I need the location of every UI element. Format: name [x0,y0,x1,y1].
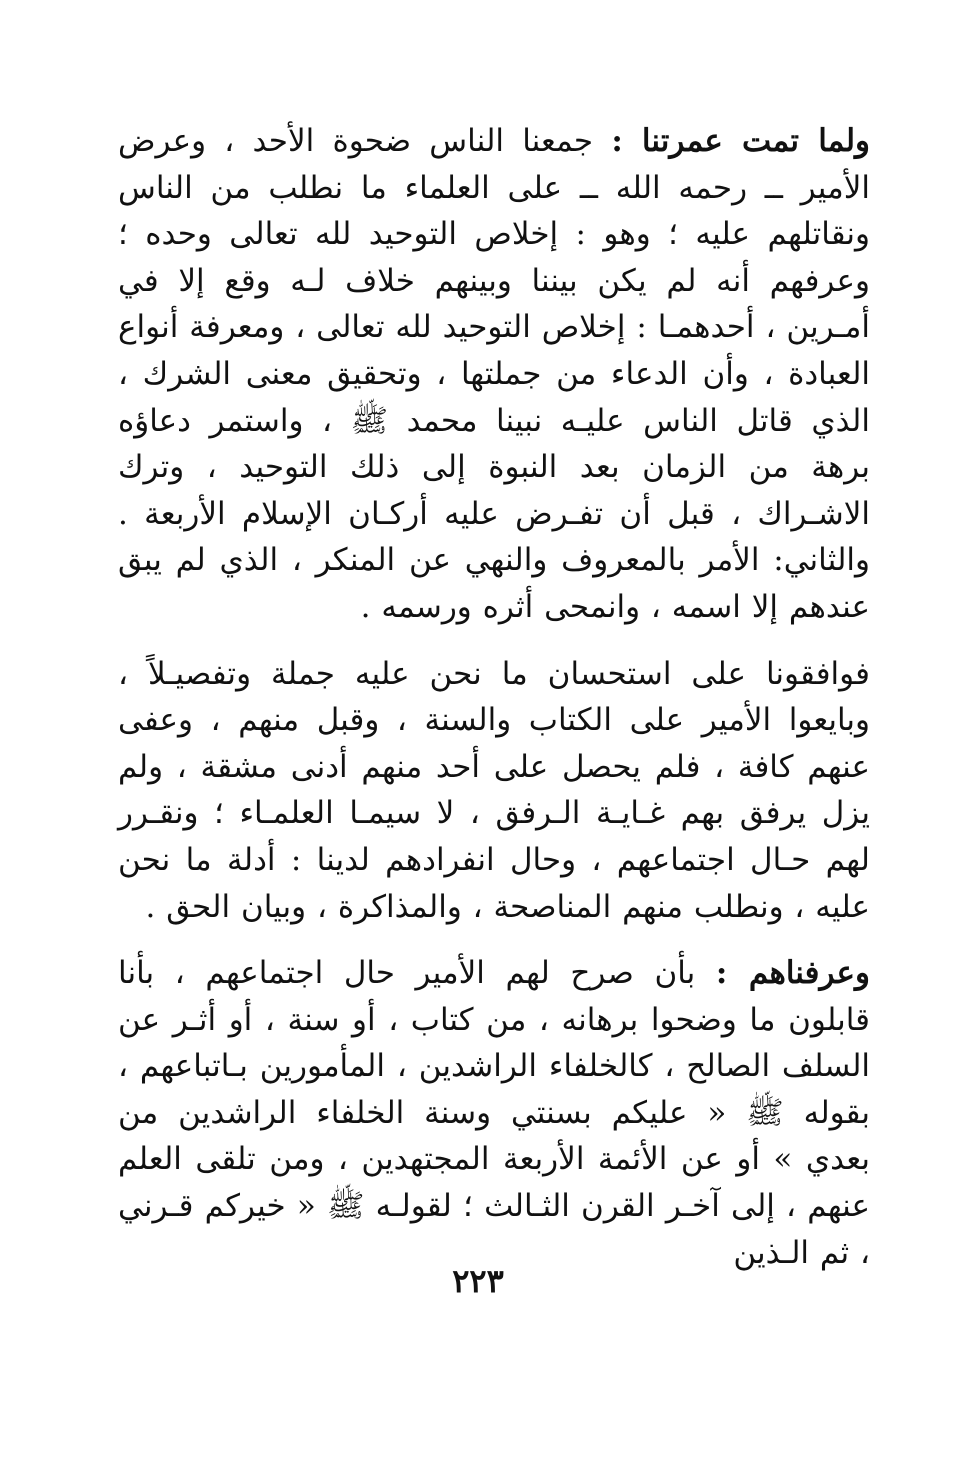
paragraph-3 [118,950,870,1276]
paragraph-3-lead: وعرفناهم : [715,955,871,992]
paragraph-2 [118,651,870,931]
paragraph-3-text: بأن صرح لهم الأمير حال اجتماعهم ، بأنا قابلون ما وضحوا برهانه ، من كتاب ، أو سنة ، أو أثـر عن السلف الصالح ، كالخلفاء الراشدين ، المأمورين بـاتباعهم ، بقوله ﷺ « عليكم بسنتي وسنة الخلفاء الراشدين من بعدي » أو عن الأئمة الأربعة المجتهدين ، ومن تلقى العلم عنهم ، إلى آخـر القرن الثـالث ؛ لقولـه ﷺ « خيركم قـرني ، ثم الـذين [118,955,871,1271]
paragraph-1-lead: ولما تمت عمرتنا : [611,123,870,159]
page-number: ٢٢٣ [452,1262,504,1300]
page-body [118,118,870,1276]
paragraph-2-text: فوافقونا على استحسان ما نحن عليه جملة وتفصيـلاً ، وبايعوا الأمير على الكتاب والسنة ، وقبل منهم ، وعفى عنهم كافة ، فلم يحصل على أحد منهم أدنى مشقة ، ولم يزل يرفق بهم غـايـة الـرفق ، لا سيمـا العلمـاء ؛ ونقـرر لهم حـال اجتماعهم ، وحال انفرادهم لدينا : أدلة ما نحن عليه ، ونطلب منهم المناصحة ، والمذاكرة ، وبيان الحق . [118,655,870,925]
paragraph-1-text: جمعنا الناس ضحوة الأحد ، وعرض الأمير ــ رحمه الله ــ على العلماء ما نطلب من الناس ونقاتلهم عليه ؛ وهو : إخلاص التوحيد لله تعالى وحده ؛ وعرفهم أنه لم يكن بيننا وبينهم خلاف لـه وقع إلا في أمـرين ، أحدهمـا : إخلاص التوحيد لله تعالى ، ومعرفة أنواع العبادة ، وأن الدعاء من جملتها ، وتحقيق معنى الشرك ، الذي قاتل الناس عليـه نبينا محمد ﷺ ، واستمر دعاؤه برهة من الزمان بعد النبوة إلى ذلك التوحيد ، وترك الاشـراك ، قبل أن تفـرض عليه أركـان الإسلام الأربعة . والثاني: الأمر بالمعروف والنهي عن المنكر ، الذي لم يبق عندهم إلا اسمه ، وانمحى أثره ورسمه . [118,123,870,625]
paragraph-1 [118,118,870,631]
